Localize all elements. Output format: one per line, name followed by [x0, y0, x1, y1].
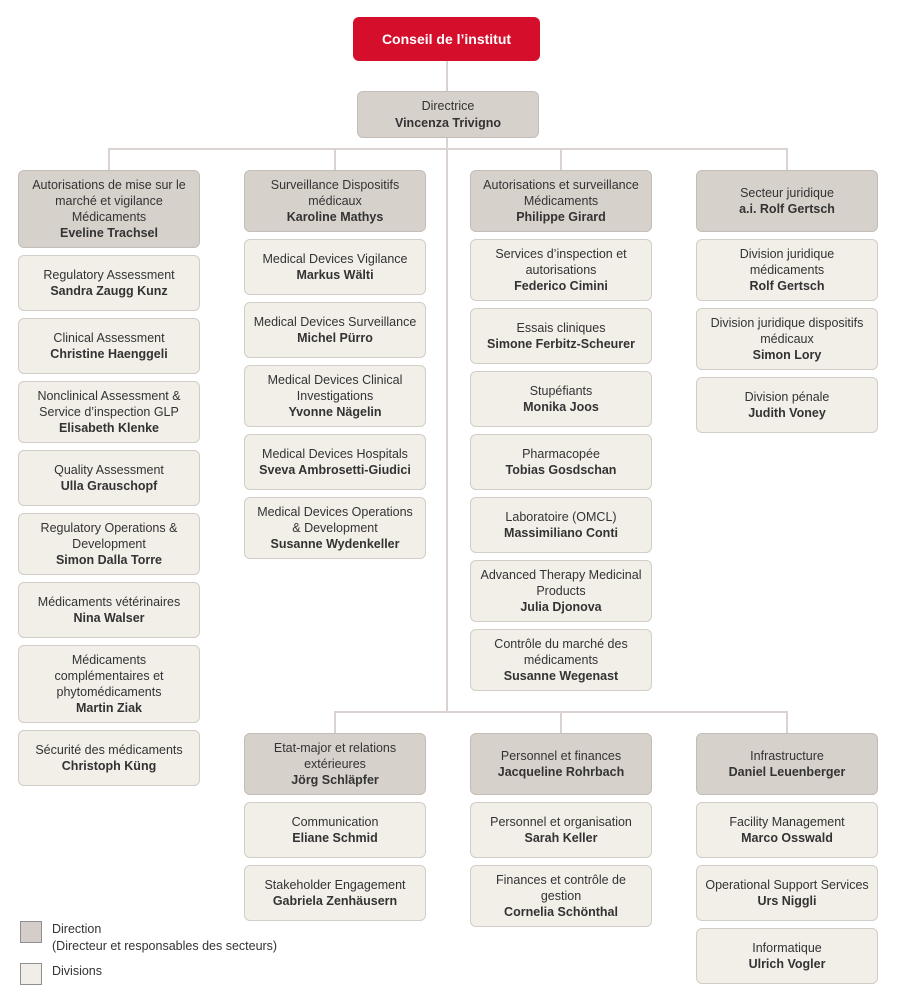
org-box-head-surveillance-dispositifs — [244, 170, 426, 232]
unit-title: Médicaments complémentaires et phytomédicaments — [54, 653, 164, 699]
org-box-head-infrastructure — [696, 733, 878, 795]
org-box-md-surveillance — [244, 302, 426, 358]
unit-lead-name: Markus Wälti — [296, 268, 374, 282]
unit-title: Facility Management — [729, 815, 845, 829]
org-box-quality-assessment — [18, 450, 200, 506]
org-box-operational-support — [696, 865, 878, 921]
org-box-md-vigilance — [244, 239, 426, 295]
unit-lead-name: Daniel Leuenberger — [728, 765, 846, 779]
unit-lead-name: Yvonne Nägelin — [288, 405, 382, 419]
unit-lead-name: Susanne Wydenkeller — [270, 537, 400, 551]
org-box-securite-medicaments — [18, 730, 200, 786]
org-box-juridique-medicaments — [696, 239, 878, 301]
unit-title: Infrastructure — [750, 749, 824, 763]
org-box-regulatory-operations — [18, 513, 200, 575]
unit-title: Regulatory Operations & Development — [40, 521, 178, 551]
unit-title: Secteur juridique — [740, 186, 834, 200]
connector-drop-bottom1 — [334, 711, 336, 733]
connector-drop-bottom2 — [560, 711, 562, 733]
unit-lead-name: Federico Cimini — [514, 279, 608, 293]
org-box-services-inspection — [470, 239, 652, 301]
unit-title: Division juridique dispositifs médicaux — [710, 316, 864, 346]
org-box-controle-marche — [470, 629, 652, 691]
unit-title: Pharmacopée — [522, 447, 600, 461]
unit-lead-name: Martin Ziak — [76, 701, 142, 715]
unit-title: Sécurité des médicaments — [35, 743, 183, 757]
unit-title: Laboratoire (OMCL) — [505, 510, 617, 524]
unit-lead-name: Jörg Schläpfer — [291, 773, 379, 787]
unit-title: Nonclinical Assessment & Service d’inspection GLP — [37, 389, 181, 419]
legend-divisions-label: Divisions — [52, 963, 103, 978]
org-box-medicaments-complementaires — [18, 645, 200, 723]
unit-title: Stupéfiants — [529, 384, 593, 398]
unit-lead-name: Michel Pürro — [297, 331, 373, 345]
unit-lead-name: Judith Voney — [748, 406, 826, 420]
unit-lead-name: Gabriela Zenhäusern — [272, 894, 398, 908]
connector-drop-col2 — [334, 148, 336, 170]
column-surveillance-dispositifs — [244, 170, 426, 559]
unit-lead-name: Susanne Wegenast — [503, 669, 619, 683]
unit-lead-name: Sarah Keller — [524, 831, 598, 845]
director-box — [357, 91, 539, 138]
unit-title: Surveillance Dispositifs médicaux — [270, 178, 400, 208]
unit-title: Stakeholder Engagement — [264, 878, 406, 892]
unit-title: Division juridique médicaments — [739, 247, 835, 277]
unit-title: Medical Devices Clinical Investigations — [267, 373, 403, 403]
legend-direction-sub: (Directeur et responsables des secteurs) — [52, 938, 278, 953]
org-box-stakeholder-engagement — [244, 865, 426, 921]
unit-lead-name: Sveva Ambrosetti-Giudici — [259, 463, 411, 477]
org-box-md-operations — [244, 497, 426, 559]
unit-title: Personnel et organisation — [490, 815, 632, 829]
connector-center-vertical — [446, 148, 448, 711]
unit-title: Regulatory Assessment — [43, 268, 175, 282]
unit-title: Quality Assessment — [54, 463, 164, 477]
org-box-head-etat-major — [244, 733, 426, 795]
org-box-nonclinical-assessment — [18, 381, 200, 443]
unit-title: Essais cliniques — [516, 321, 606, 335]
unit-lead-name: Philippe Girard — [516, 210, 606, 224]
unit-lead-name: Nina Walser — [73, 611, 145, 625]
unit-title: Clinical Assessment — [53, 331, 165, 345]
unit-title: Medical Devices Hospitals — [262, 447, 408, 461]
org-box-juridique-dispositifs — [696, 308, 878, 370]
legend-divisions-row — [20, 963, 277, 985]
unit-title: Médicaments vétérinaires — [37, 595, 181, 609]
unit-lead-name: Massimiliano Conti — [504, 526, 618, 540]
org-box-head-personnel-finances — [470, 733, 652, 795]
column-secteur-juridique — [696, 170, 878, 433]
org-box-md-hospitals — [244, 434, 426, 490]
unit-title: Advanced Therapy Medicinal Products — [480, 568, 642, 598]
direction-swatch-icon — [20, 921, 42, 943]
legend-direction-row — [20, 921, 277, 955]
org-box-finances-controle — [470, 865, 652, 927]
institute-council-label: Conseil de l’institut — [381, 31, 512, 47]
column-personnel-finances — [470, 733, 652, 927]
unit-lead-name: Elisabeth Klenke — [58, 421, 160, 435]
unit-title: Etat-major et relations extérieures — [273, 741, 397, 771]
unit-title: Personnel et finances — [500, 749, 622, 763]
unit-title: Medical Devices Operations & Development — [257, 505, 413, 535]
legend — [20, 921, 277, 993]
unit-lead-name: a.i. Rolf Gertsch — [739, 202, 835, 216]
org-box-medicaments-veterinaires — [18, 582, 200, 638]
director-name: Vincenza Trivigno — [394, 115, 502, 130]
unit-lead-name: Ulla Grauschopf — [60, 479, 158, 493]
connector-root-director — [446, 61, 448, 91]
unit-title: Informatique — [752, 941, 822, 955]
director-title: Directrice — [421, 98, 475, 113]
org-box-clinical-assessment — [18, 318, 200, 374]
unit-title: Services d’inspection et autorisations — [495, 247, 627, 277]
unit-lead-name: Jacqueline Rohrbach — [497, 765, 625, 779]
org-box-division-penale — [696, 377, 878, 433]
unit-lead-name: Urs Niggli — [757, 894, 817, 908]
column-infrastructure — [696, 733, 878, 984]
org-box-facility-management — [696, 802, 878, 858]
unit-lead-name: Christine Haenggeli — [50, 347, 168, 361]
unit-lead-name: Sandra Zaugg Kunz — [50, 284, 168, 298]
connector-drop-bottom3 — [786, 711, 788, 733]
column-autorisations-surveillance — [470, 170, 652, 691]
unit-title: Medical Devices Surveillance — [253, 315, 417, 329]
unit-title: Finances et contrôle de gestion — [496, 873, 626, 903]
unit-lead-name: Karoline Mathys — [286, 210, 384, 224]
unit-lead-name: Monika Joos — [523, 400, 599, 414]
org-box-head-autorisations-surveillance — [470, 170, 652, 232]
unit-lead-name: Cornelia Schönthal — [504, 905, 618, 919]
org-box-head-autorisations-marche — [18, 170, 200, 248]
org-box-pharmacopee — [470, 434, 652, 490]
connector-top-horizontal — [109, 148, 788, 150]
org-box-atmp — [470, 560, 652, 622]
org-box-communication — [244, 802, 426, 858]
unit-title: Division pénale — [744, 390, 830, 404]
connector-drop-col4 — [786, 148, 788, 170]
column-etat-major — [244, 733, 426, 921]
unit-lead-name: Simon Dalla Torre — [55, 553, 163, 567]
org-box-essais-cliniques — [470, 308, 652, 364]
unit-lead-name: Simone Ferbitz-Scheurer — [487, 337, 635, 351]
legend-direction-label: Direction — [52, 922, 102, 936]
unit-title: Operational Support Services — [705, 878, 869, 892]
unit-lead-name: Simon Lory — [752, 348, 822, 362]
connector-drop-col3 — [560, 148, 562, 170]
org-box-laboratoire-omcl — [470, 497, 652, 553]
connector-drop-col1 — [108, 148, 110, 170]
org-box-personnel-organisation — [470, 802, 652, 858]
unit-lead-name: Tobias Gosdschan — [505, 463, 617, 477]
institute-council-box — [353, 17, 540, 61]
unit-title: Contrôle du marché des médicaments — [494, 637, 628, 667]
unit-lead-name: Christoph Küng — [61, 759, 157, 773]
unit-title: Medical Devices Vigilance — [262, 252, 408, 266]
org-box-stupefiants — [470, 371, 652, 427]
unit-title: Communication — [291, 815, 379, 829]
divisions-swatch-icon — [20, 963, 42, 985]
unit-lead-name: Rolf Gertsch — [749, 279, 825, 293]
unit-lead-name: Ulrich Vogler — [748, 957, 826, 971]
unit-title: Autorisations de mise sur le marché et vigilance Médicaments — [32, 178, 186, 224]
unit-lead-name: Eveline Trachsel — [60, 226, 158, 240]
unit-lead-name: Julia Djonova — [520, 600, 602, 614]
org-box-md-clinical-investigations — [244, 365, 426, 427]
unit-lead-name: Marco Osswald — [741, 831, 833, 845]
org-box-informatique — [696, 928, 878, 984]
legend-direction-text — [52, 921, 277, 955]
org-box-regulatory-assessment — [18, 255, 200, 311]
org-box-head-secteur-juridique — [696, 170, 878, 232]
unit-title: Autorisations et surveillance Médicaments — [483, 178, 639, 208]
column-authorisations-vigilance — [18, 170, 200, 786]
unit-lead-name: Eliane Schmid — [292, 831, 378, 845]
